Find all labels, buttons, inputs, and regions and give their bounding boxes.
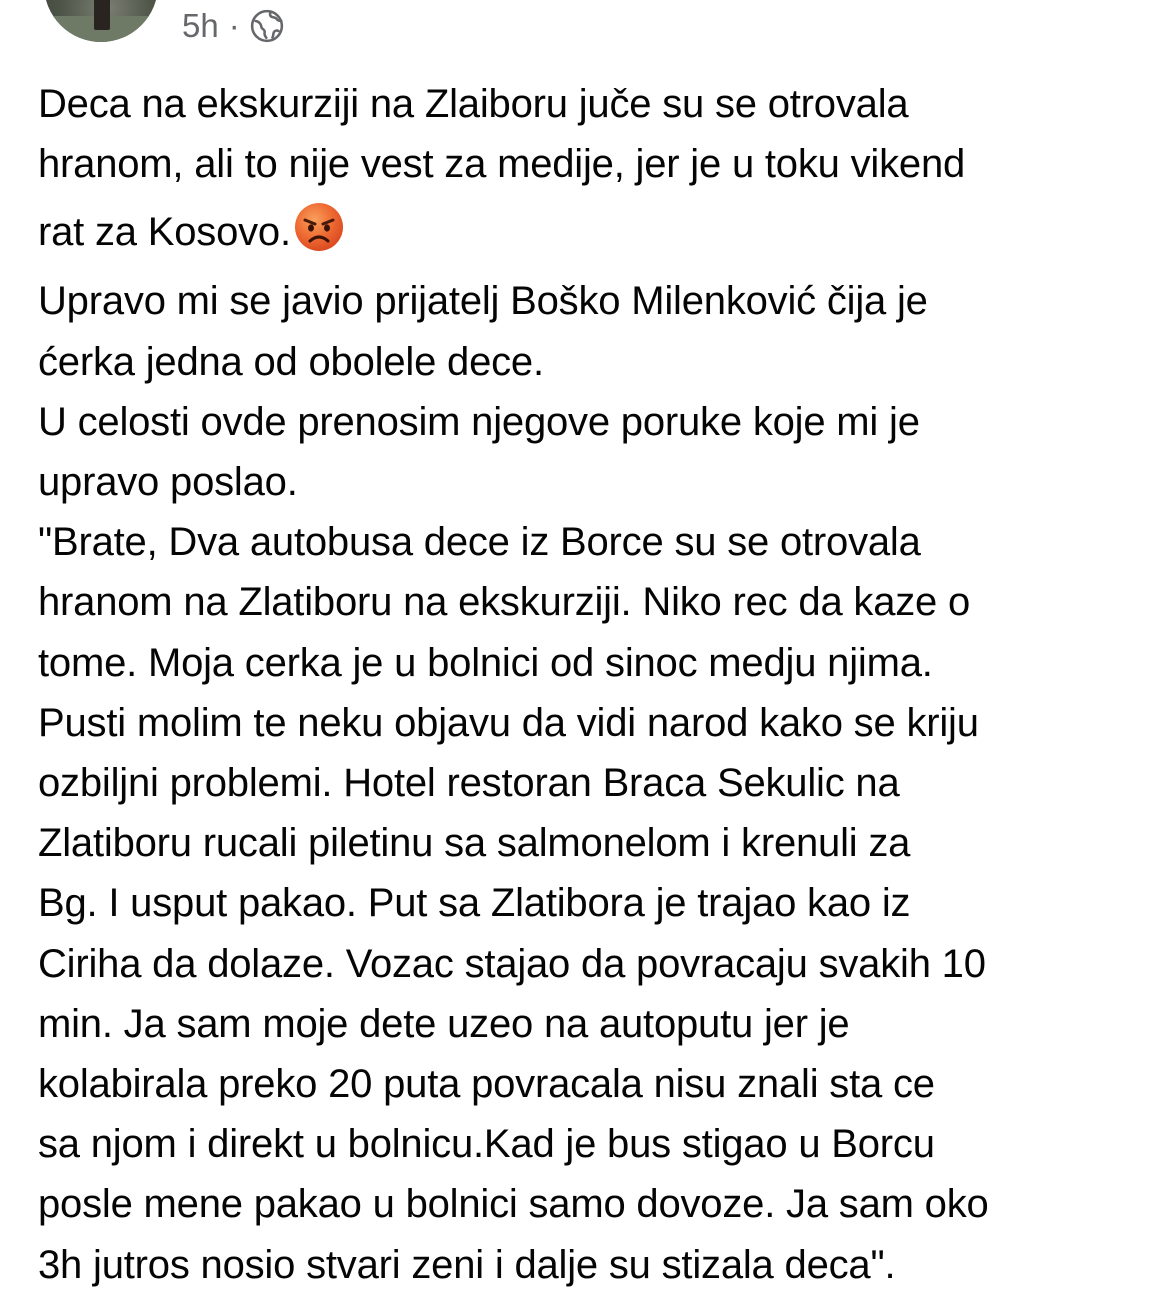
post-line: Ciriha da dolaze. Vozac stajao da povracaju svakih 10 [38, 941, 986, 986]
post-line: posle mene pakao u bolnici samo dovoze. Ja sam oko [38, 1182, 989, 1227]
post-line: Bg. I usput pakao. Put sa Zlatibora je trajao kao iz [38, 881, 911, 926]
globe-icon[interactable] [250, 9, 284, 43]
post-line: hranom na Zlatiboru na ekskurziji. Niko rec da kaze o [38, 580, 971, 625]
post-line: tome. Moja cerka je u bolnici od sinoc medju njima. [38, 640, 933, 685]
post-line: U celosti ovde prenosim njegove poruke koje mi je [38, 399, 920, 444]
post-line: 3h jutros nosio stvari zeni i dalje su stizala deca". [38, 1242, 896, 1287]
post-line: Deca na ekskurziji na Zlaiboru juče su se otrovala [38, 82, 909, 126]
post-line: kolabirala preko 20 puta povracala nisu znali sta ce [38, 1062, 935, 1107]
post-line: "Brate, Dva autobusa dece iz Borce su se otrovala [38, 520, 921, 565]
post-timestamp[interactable]: 5h [182, 7, 219, 44]
post-line-with-emoji [38, 194, 1148, 271]
post-line: rat za Kosovo. [38, 210, 291, 255]
post-line: upravo poslao. [38, 460, 298, 505]
post-line: min. Ja sam moje dete uzeo na autoputu jer je [38, 1001, 850, 1046]
post-line: Zlatiboru rucali piletinu sa salmonelom i krenuli za [38, 821, 911, 866]
post-line: Pusti molim te neku objavu da vidi narod kako se kriju [38, 700, 979, 745]
author-avatar[interactable] [44, 0, 158, 42]
post-line: ozbiljni problemi. Hotel restoran Braca Sekulic na [38, 761, 900, 806]
post-line: Upravo mi se javio prijatelj Boško Milenković čija je [38, 279, 928, 324]
meta-separator: · [228, 7, 240, 44]
post-line: hranom, ali to nije vest za medije, jer je u toku vikend [38, 142, 966, 187]
post-line: sa njom i direkt u bolnicu.Kad je bus stigao u Borcu [38, 1122, 935, 1167]
post-line: ćerka jedna od obolele dece. [38, 339, 544, 384]
post-body [38, 74, 1148, 1295]
angry-face-emoji-icon [293, 201, 345, 253]
avatar-figure [94, 0, 110, 30]
post-meta [182, 4, 284, 48]
